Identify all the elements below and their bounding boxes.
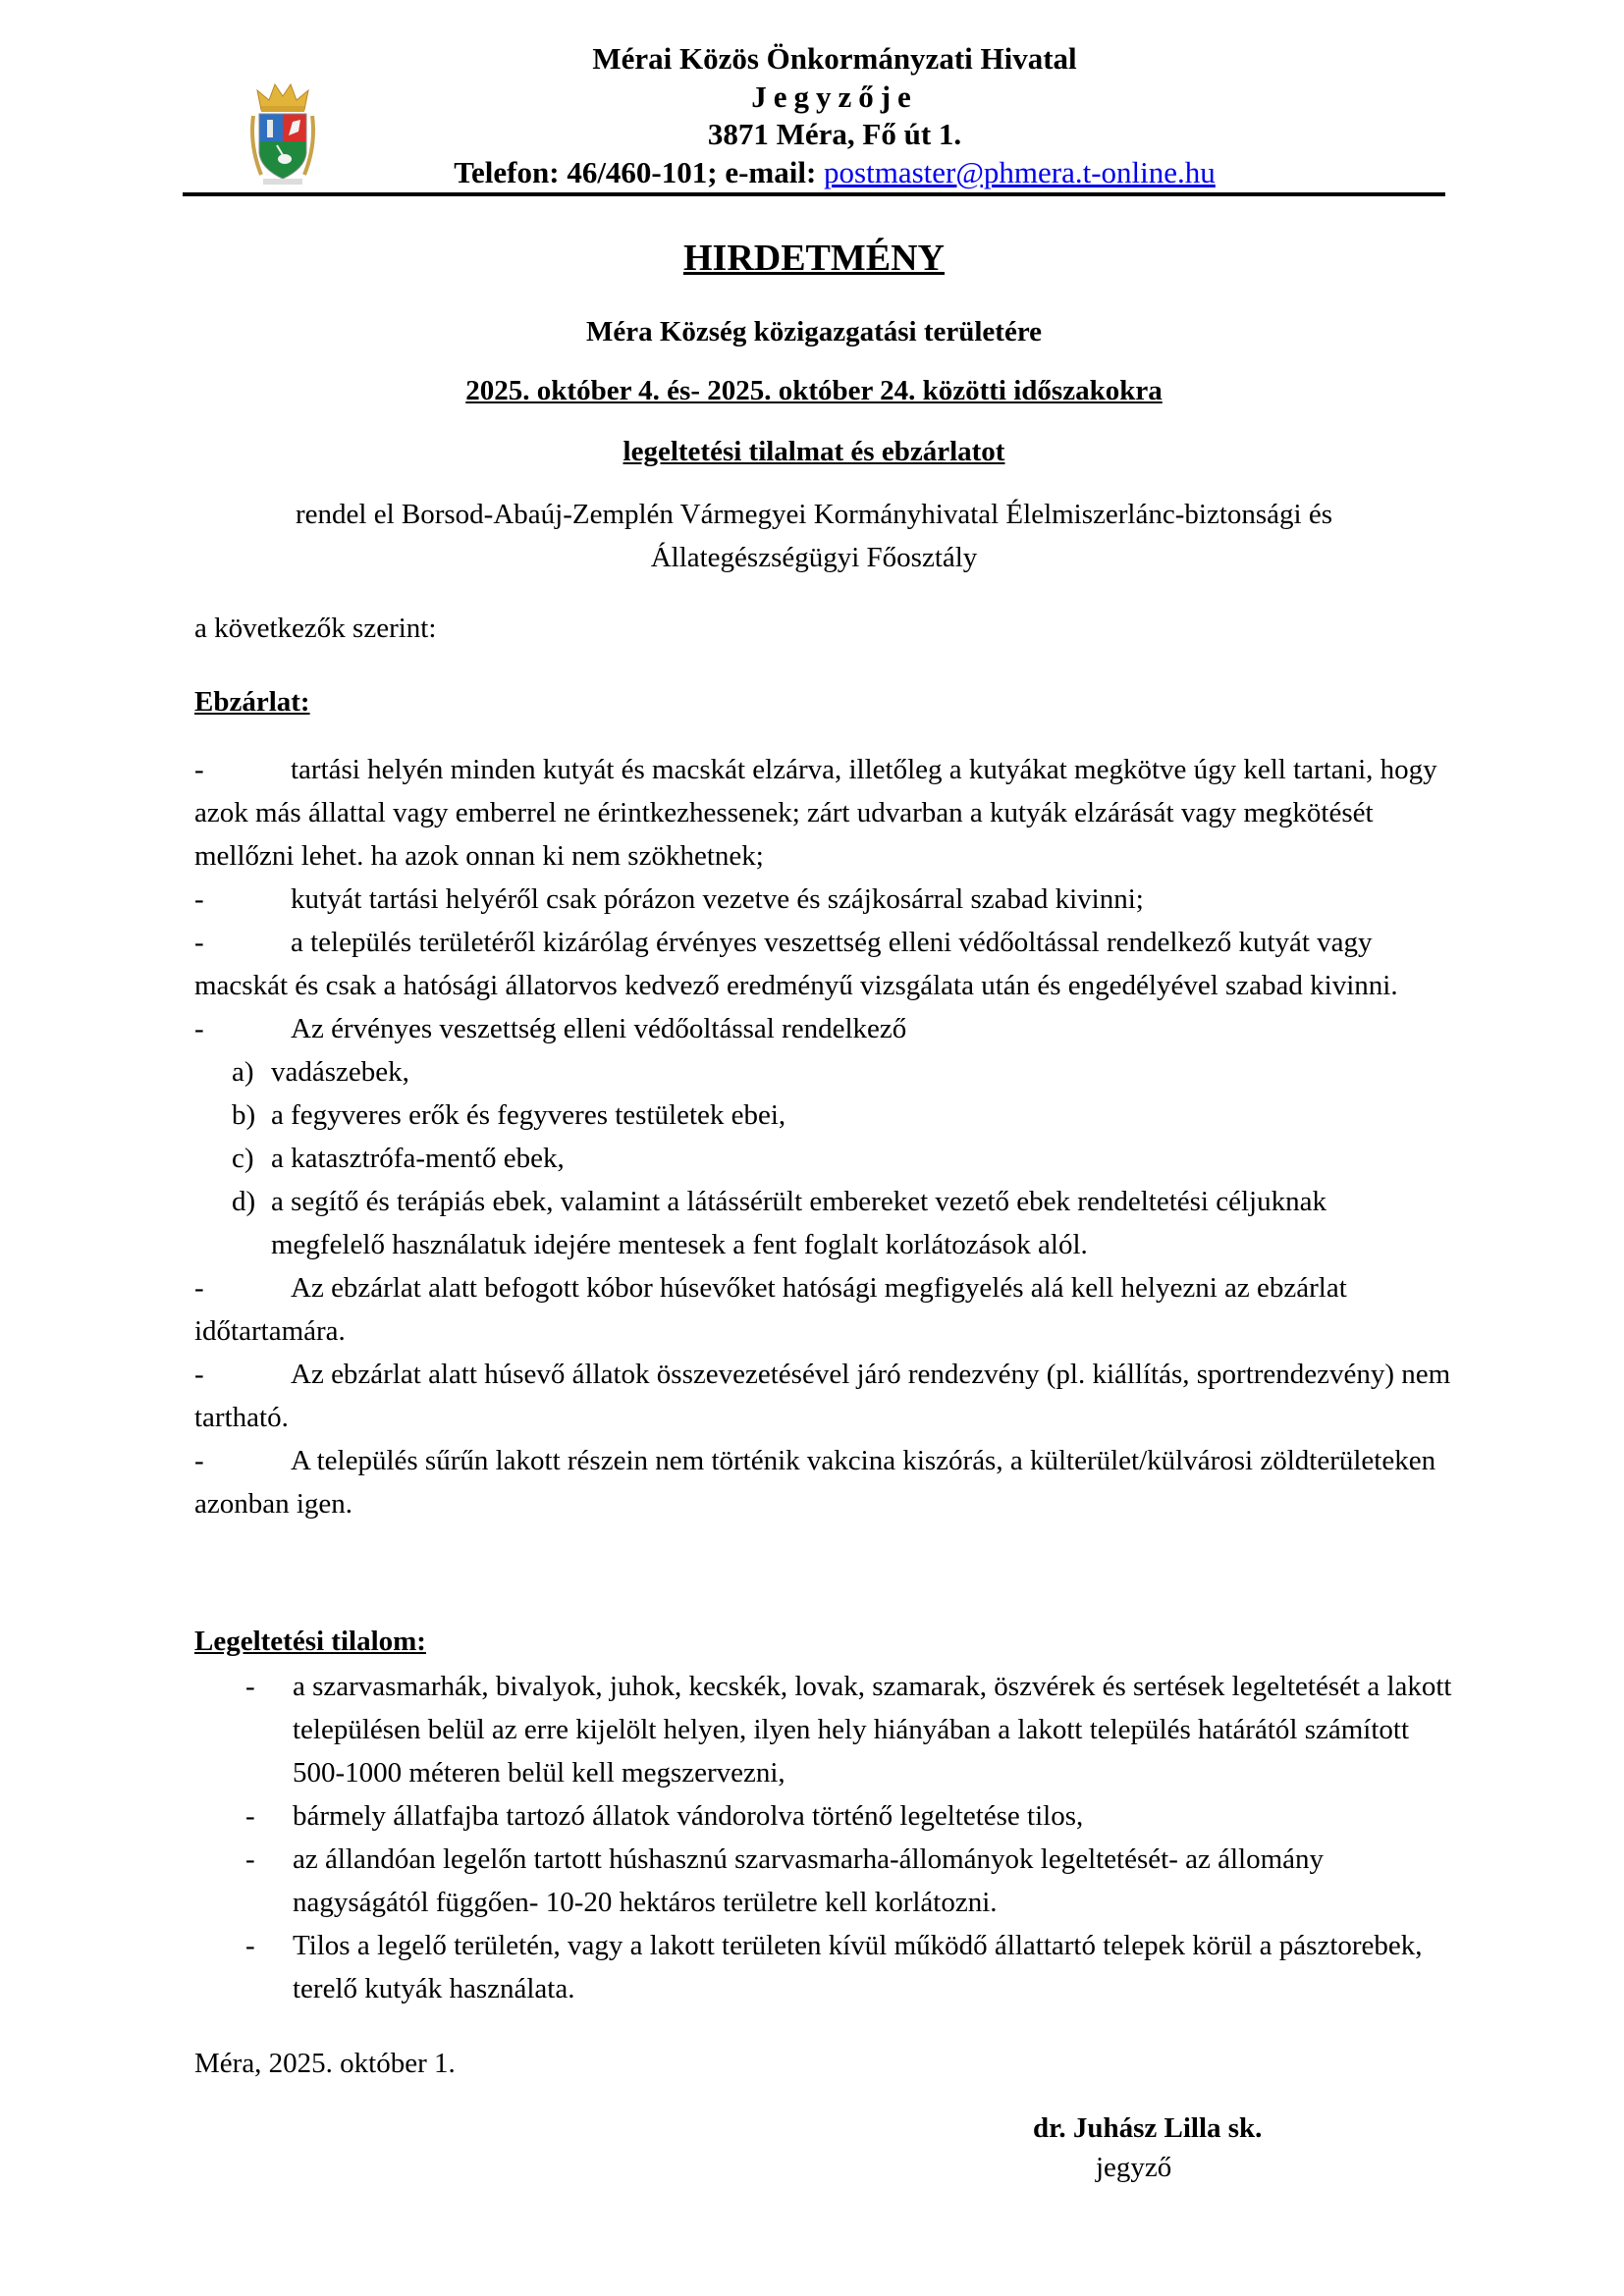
exemption-item xyxy=(194,1050,1461,1094)
item-text: Az ebzárlat alatt húsevő állatok összevezetésével járó rendezvény (pl. kiállítás, sportrendezvény) nem tartható. xyxy=(194,1359,1451,1433)
item-text: A település sűrűn lakott részein nem történik vakcina kiszórás, a külterület/külvárosi zöldterületeken azonban igen. xyxy=(194,1445,1436,1520)
list-item xyxy=(194,1007,1461,1050)
item-text: a katasztrófa-mentő ebek, xyxy=(271,1143,565,1174)
ebzarlat-heading: Ebzárlat: xyxy=(194,686,310,718)
item-text: tartási helyén minden kutyát és macskát elzárva, illetőleg a kutyákat megkötve úgy kell tartani, hogy azok más állattal vagy emberrel ne érintkezhessenek; zárt udvarban a kutyák elzárását vagy megkötését mellőzni lehet. ha azok onnan ki nem szökhetnek; xyxy=(194,754,1437,872)
ebzarlat-list xyxy=(194,748,1461,1525)
coat-of-arms-icon xyxy=(247,77,318,190)
list-item xyxy=(194,1266,1461,1353)
exemption-list xyxy=(194,1050,1461,1266)
notice-title: HIRDETMÉNY xyxy=(682,238,946,279)
item-text: a segítő és terápiás ebek, valamint a látássérült embereket vezető ebek rendeltetési céljuknak megfelelő használatuk idejére mentesek a fent foglalt korlátozások alól. xyxy=(271,1186,1326,1260)
dash-bullet: - xyxy=(194,1272,204,1304)
email-link[interactable]: postmaster@phmera.t-online.hu xyxy=(824,155,1216,189)
list-item xyxy=(194,1838,1461,1924)
exemption-item xyxy=(194,1180,1461,1266)
intro-text: a következők szerint: xyxy=(194,613,437,644)
item-marker: c) xyxy=(232,1143,254,1174)
item-text: kutyát tartási helyéről csak pórázon vezetve és szájkosárral szabad kivinni; xyxy=(291,883,1144,915)
dash-bullet: - xyxy=(245,1671,255,1702)
item-text: a település területéről kizárólag érvényes veszettség elleni védőoltással rendelkező kutyát vagy macskát és csak a hatósági állatorvos kedvező eredményű vizsgálata után és engedélyével szabad kivinni. xyxy=(194,927,1398,1001)
dash-bullet: - xyxy=(194,754,204,785)
list-item xyxy=(194,1794,1461,1838)
dash-bullet: - xyxy=(245,1930,255,1961)
item-text: Az érvényes veszettség elleni védőoltással rendelkező xyxy=(291,1013,907,1044)
legeltetes-heading: Legeltetési tilalom: xyxy=(194,1626,426,1657)
item-text: vadászebek, xyxy=(271,1056,409,1088)
exemption-item xyxy=(194,1137,1461,1180)
legeltetes-list xyxy=(194,1665,1461,2010)
notice-issuer xyxy=(183,493,1445,579)
exemption-item xyxy=(194,1094,1461,1137)
item-marker: a) xyxy=(232,1056,254,1088)
item-text: bármely állatfajba tartozó állatok vándorolva történő legeltetése tilos, xyxy=(293,1800,1084,1832)
list-item xyxy=(194,1353,1461,1439)
office-contact xyxy=(373,154,1296,191)
office-address: 3871 Méra, Fő út 1. xyxy=(707,117,962,151)
dash-bullet: - xyxy=(194,1013,204,1044)
signatory-name: dr. Juhász Lilla sk. xyxy=(1033,2112,1263,2144)
item-text: Tilos a legelő területén, vagy a lakott területen kívül működő állattartó telepek körül a pásztorebek, terelő kutyák használata. xyxy=(293,1930,1423,2004)
signatory-role: jegyző xyxy=(1096,2152,1172,2183)
dash-bullet: - xyxy=(245,1800,255,1832)
place-date: Méra, 2025. október 1. xyxy=(194,2048,456,2079)
list-item xyxy=(194,1439,1461,1525)
item-text: az állandóan legelőn tartott húshasznú szarvasmarha-állományok legeltetését- az állomány nagyságától függően- 10-20 hektáros területre kell korlátozni. xyxy=(293,1843,1325,1918)
dash-bullet: - xyxy=(194,927,204,958)
list-item xyxy=(194,1924,1461,2010)
list-item xyxy=(194,748,1461,878)
dash-bullet: - xyxy=(194,883,204,915)
office-subtitle: Jegyzője xyxy=(751,80,918,114)
item-marker: b) xyxy=(232,1099,256,1131)
header-divider xyxy=(183,192,1445,196)
notice-area: Méra Község közigazgatási területére xyxy=(585,316,1043,347)
phone-label: Telefon: 46/460-101; e-mail: xyxy=(454,155,825,189)
dash-bullet: - xyxy=(194,1359,204,1390)
item-text: a fegyveres erők és fegyveres testületek ebei, xyxy=(271,1099,786,1131)
list-item xyxy=(194,878,1461,921)
item-text: Az ebzárlat alatt befogott kóbor húsevőket hatósági megfigyelés alá kell helyezni az ebzárlat időtartamára. xyxy=(194,1272,1347,1347)
list-item xyxy=(194,921,1461,1007)
item-text: a szarvasmarhák, bivalyok, juhok, kecskék, lovak, szamarak, öszvérek és sertések legeltetését a lakott településen belül az erre kijelölt helyen, ilyen hely hiányában a lakott település határától számított 500-1000 méteren belül kell megszervezni, xyxy=(293,1671,1452,1789)
office-name: Mérai Közös Önkormányzati Hivatal xyxy=(592,41,1077,76)
issuer-text: rendel el Borsod-Abaúj-Zemplén Vármegyei Kormányhivatal Élelmiszerlánc-biztonsági és Állategészségügyi Főosztály xyxy=(296,499,1332,573)
dash-bullet: - xyxy=(245,1843,255,1875)
notice-period: 2025. október 4. és- 2025. október 24. közötti időszakokra xyxy=(465,375,1163,406)
dash-bullet: - xyxy=(194,1445,204,1476)
notice-subject: legeltetési tilalmat és ebzárlatot xyxy=(623,436,1005,467)
item-marker: d) xyxy=(232,1186,256,1217)
list-item xyxy=(194,1665,1461,1794)
